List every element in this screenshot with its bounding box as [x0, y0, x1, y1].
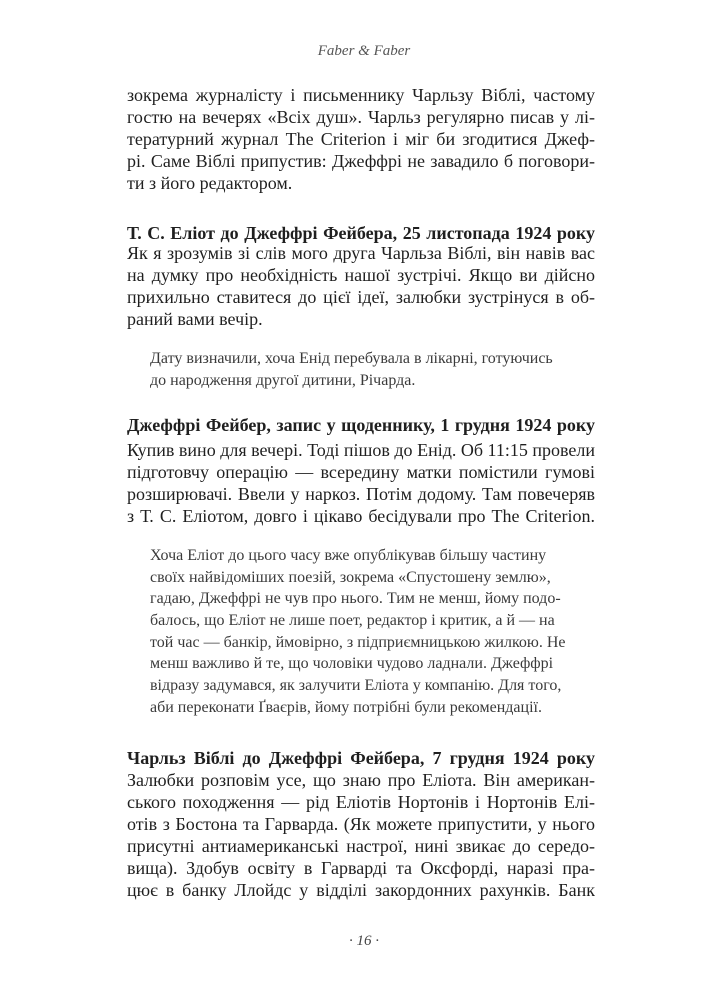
text-line: підготовчу операцію — всередину матки помістили гумові [127, 462, 595, 482]
page-number: · 16 · [349, 933, 379, 949]
text-line: на думку про необхідність нашої зустрічі. Якщо ви дійсно [127, 265, 595, 285]
text-line: присутні антиамериканські настрої, нині звикає до середо- [127, 836, 595, 856]
text-line: відразу задумався, як залучити Еліота у компанію. Для того, [150, 677, 562, 695]
text-line: Джеффрі Фейбер, запис у щоденнику, 1 грудня 1924 року [127, 415, 595, 435]
text-line: вища). Здобув освіту в Гарварді та Оксфорді, наразі пра- [127, 858, 595, 878]
text-line: цює в банку Ллойдс у відділі закордонних рахунків. Банк [127, 880, 595, 900]
text-line: до народження другої дитини, Річарда. [150, 371, 416, 389]
body-paragraph [127, 769, 595, 901]
letter-heading [127, 414, 595, 436]
text-line: менш важливо й те, що чоловіки чудово ладнали. Джеффрі [150, 655, 554, 673]
text-line: отів з Бостона та Гарварда. (Як можете припустити, у нього [127, 814, 595, 834]
text-line: Купив вино для вечері. Тоді пішов до Енід. Об 11:15 провели [127, 440, 595, 460]
editorial-note [150, 348, 568, 391]
text-line: гадаю, Джеффрі не чув про нього. Тим не менш, йому подо- [150, 590, 561, 608]
text-line: ти з його редактором. [127, 173, 293, 193]
text-line: Як я зрозумів зі слів мого друга Чарльза Віблі, він навів вас [127, 243, 595, 263]
text-line: з Т. С. Еліотом, довго і цікаво бесідували про The Criterion. [127, 506, 595, 526]
text-line: Дату визначили, хоча Енід перебувала в лікарні, готуючись [150, 350, 553, 367]
text-line: Чарльз Віблі до Джеффрі Фейбера, 7 грудня 1924 року [127, 748, 595, 768]
body-paragraph [127, 84, 595, 194]
text-line: раний вами вечір. [127, 309, 263, 329]
running-header: Faber & Faber [317, 43, 411, 59]
text-line: своїх найвідоміших поезій, зокрема «Спустошену землю», [150, 568, 551, 586]
text-line: аби переконати Ґваєрів, йому потрібні були рекомендації. [150, 698, 542, 716]
body-paragraph [127, 242, 595, 330]
text-line: балось, що Еліот не лише поет, редактор і критик, а й — на [150, 612, 555, 630]
text-line: той час — банкір, ймовірно, з підприємницькою жилкою. Не [150, 633, 566, 651]
text-line: прихильно ставитеся до цієї ідеї, залюбки зустрінуся в об- [127, 287, 595, 307]
text-line: рі. Саме Віблі припустив: Джеффрі не завадило б поговори- [127, 151, 595, 171]
text-line: зокрема журналісту і письменнику Чарльзу Віблі, частому [127, 85, 595, 105]
body-paragraph [127, 439, 595, 527]
editorial-note [150, 545, 568, 719]
text-line: Хоча Еліот до цього часу вже опублікував більшу частину [150, 547, 547, 564]
letter-heading [127, 222, 595, 244]
text-line: тературний журнал The Criterion і міг би згодитися Джеф- [127, 129, 595, 149]
text-line: розширювачі. Ввели у наркоз. Потім додому. Там повечеряв [127, 484, 595, 504]
text-line: ського походження — рід Еліотів Нортонів і Нортонів Елі- [127, 792, 595, 812]
text-line: гостю на вечерях «Всіх душ». Чарльз регулярно писав у лі- [127, 107, 595, 127]
text-line: Залюбки розповім усе, що знаю про Еліота. Він американ- [127, 770, 595, 790]
text-line: Т. С. Еліот до Джеффрі Фейбера, 25 листопада 1924 року [127, 223, 595, 243]
letter-heading [127, 747, 595, 769]
